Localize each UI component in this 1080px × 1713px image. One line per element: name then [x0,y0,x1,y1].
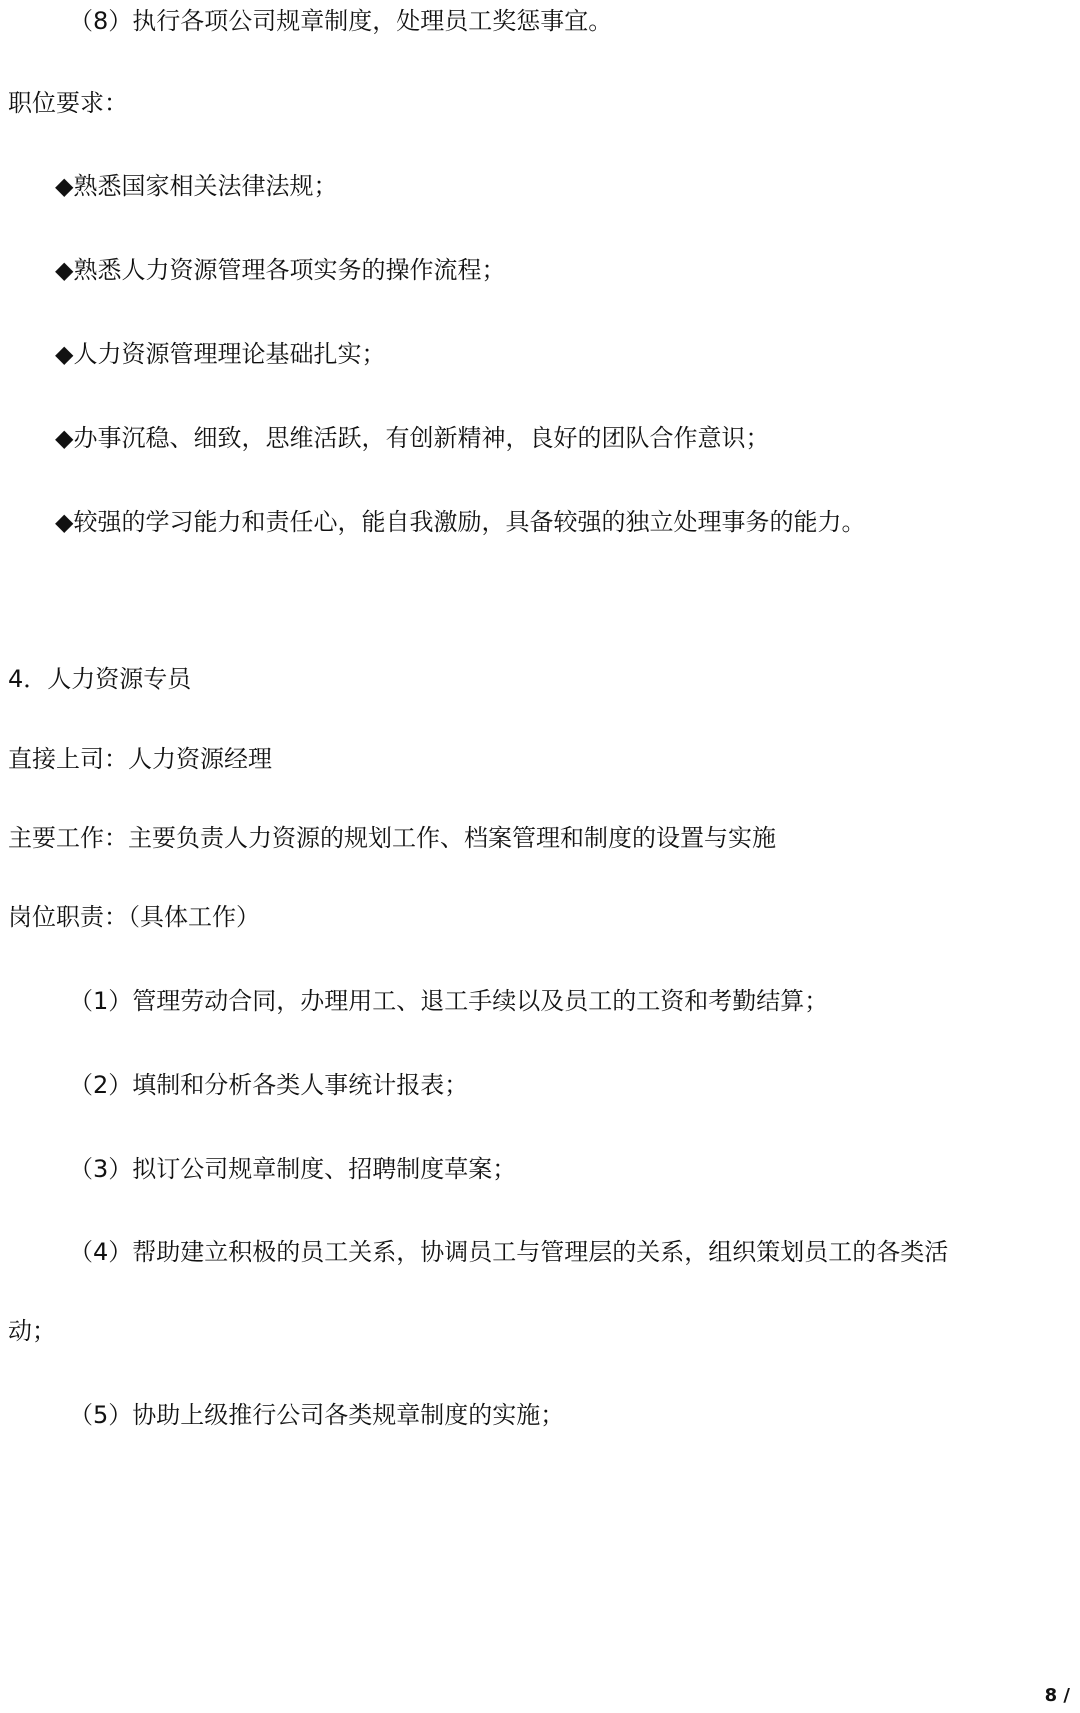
requirement-item: ◆较强的学习能力和责任心，能自我激励，具备较强的独立处理事务的能力。 [55,508,866,536]
section-title: 4．人力资源专员 [8,665,192,693]
requirement-item: ◆熟悉人力资源管理各项实务的操作流程； [55,256,506,284]
supervisor-line: 直接上司：人力资源经理 [8,745,272,773]
requirement-item: ◆办事沉稳、细致，思维活跃，有创新精神，良好的团队合作意识； [55,424,770,452]
duty-item-4-continuation: 动； [8,1317,56,1345]
duties-heading: 岗位职责：（具体工作） [8,903,260,931]
main-work-line: 主要工作：主要负责人力资源的规划工作、档案管理和制度的设置与实施 [8,824,776,852]
duty-item-5: （5）协助上级推行公司各类规章制度的实施； [69,1401,565,1429]
page-number: 8 / [1044,1685,1070,1706]
requirement-item: ◆人力资源管理理论基础扎实； [55,340,386,368]
duty-item-1: （1）管理劳动合同，办理用工、退工手续以及员工的工资和考勤结算； [69,987,829,1015]
duty-item-4: （4）帮助建立积极的员工关系，协调员工与管理层的关系，组织策划员工的各类活 [69,1238,949,1266]
requirement-item: ◆熟悉国家相关法律法规； [55,172,338,200]
duty-item-3: （3）拟订公司规章制度、招聘制度草案； [69,1155,517,1183]
requirements-heading: 职位要求： [8,89,128,117]
duty-item-2: （2）填制和分析各类人事统计报表； [69,1071,469,1099]
duty-item-8: （8）执行各项公司规章制度，处理员工奖惩事宜。 [69,7,613,35]
